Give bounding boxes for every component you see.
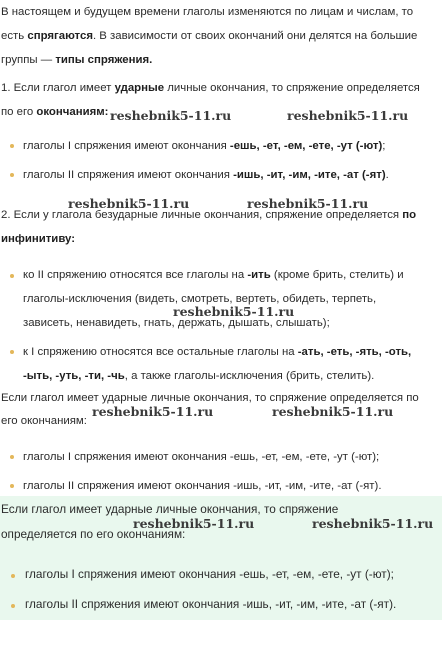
- intro-line-1: В настоящем и будущем времени глаголы изменяются по лицам и числам, то: [1, 6, 414, 18]
- term-conjugation-types: типы спряжения.: [55, 54, 153, 66]
- list-item: глаголы II спряжения имеют окончания -ишь, -ит, -им, -ите, -ат (-ят).: [25, 597, 397, 611]
- list-item-line: глаголы-исключения (видеть, смотреть, вертеть, обидеть, терпеть,: [23, 293, 377, 305]
- text: .: [385, 169, 389, 181]
- text: 2. Если у глагола безударные личные окончания, спряжение определяется: [1, 209, 403, 221]
- endings-bold: -ыть, -уть, -ти, -чь: [23, 370, 125, 382]
- list-item-line: [23, 369, 374, 383]
- watermark: reshebnik5-11.ru: [247, 196, 369, 211]
- watermark: reshebnik5-11.ru: [92, 404, 214, 419]
- rule-1-line-1: [1, 81, 420, 95]
- intro-line-2: [1, 29, 417, 43]
- rule-1-line-2: [1, 105, 108, 119]
- list-item: [23, 168, 389, 182]
- watermark: reshebnik5-11.ru: [312, 516, 434, 531]
- watermark: reshebnik5-11.ru: [110, 108, 232, 123]
- text: глаголы II спряжения имеют окончания: [23, 169, 234, 181]
- list-item: глаголы II спряжения имеют окончания -ишь, -ит, -им, -ите, -ат (-ят).: [23, 480, 382, 492]
- list-item: глаголы I спряжения имеют окончания -ешь, -ет, -ем, -ете, -ут (-ют);: [23, 451, 380, 463]
- term-stressed: ударные: [114, 82, 165, 94]
- text: к I спряжению относятся все остальные глаголы на: [23, 346, 298, 358]
- highlight-box: [0, 496, 442, 620]
- endings-bold: -ешь, -ет, -ем, -ете, -ут (-ют): [229, 140, 383, 152]
- endings-bold: -ать, -еть, -ять, -оть,: [297, 346, 412, 358]
- text: ;: [382, 140, 386, 152]
- bullet-icon: [10, 455, 14, 459]
- bullet-icon: [11, 574, 15, 578]
- highlight-line-1: Если глагол имеет ударные личные окончания, то спряжение: [1, 502, 339, 516]
- watermark: reshebnik5-11.ru: [173, 304, 295, 319]
- bullet-icon: [10, 144, 14, 148]
- watermark: reshebnik5-11.ru: [68, 196, 190, 211]
- list-item: глаголы I спряжения имеют окончания -ешь, -ет, -ем, -ете, -ут (-ют);: [25, 567, 394, 581]
- text: глаголы I спряжения имеют окончания: [23, 140, 230, 152]
- watermark: reshebnik5-11.ru: [272, 404, 394, 419]
- bullet-icon: [10, 274, 14, 278]
- text: ко II спряжению относятся все глаголы на: [23, 269, 248, 281]
- text: есть: [1, 30, 28, 42]
- endings-bold: -ишь, -ит, -им, -ите, -ат (-ят): [233, 169, 386, 181]
- bullet-icon: [11, 604, 15, 608]
- repeat-line-2: его окончаниям:: [1, 415, 87, 427]
- term-conjugate: спрягаются: [27, 30, 93, 42]
- term-infinitive: инфинитиву:: [1, 233, 76, 245]
- bullet-icon: [10, 484, 14, 488]
- term-by: по: [402, 209, 417, 221]
- text: , а также глаголы-исключения (брить, стелить).: [124, 370, 375, 382]
- list-item-line: [23, 345, 411, 359]
- text: . В зависимости от своих окончаний они делятся на большие: [92, 30, 418, 42]
- watermark: reshebnik5-11.ru: [287, 108, 409, 123]
- text: личные окончания, то спряжение определяется: [164, 82, 420, 94]
- highlight-line-2: определяется по его окончаниям:: [1, 527, 186, 541]
- bullet-icon: [10, 173, 14, 177]
- term-endings: окончаниям:: [36, 106, 109, 118]
- text: группы —: [1, 54, 56, 66]
- bullet-icon: [10, 350, 14, 354]
- list-item-line: зависеть, ненавидеть, гнать, держать, дышать, слышать);: [23, 317, 330, 329]
- list-item: [23, 139, 385, 153]
- intro-line-3: [1, 53, 152, 67]
- list-item-line: [23, 268, 404, 282]
- ending-it: -ить: [247, 269, 271, 281]
- watermark: reshebnik5-11.ru: [133, 516, 255, 531]
- text: по его: [1, 106, 37, 118]
- text: (кроме брить, стелить) и: [270, 269, 404, 281]
- repeat-line-1: Если глагол имеет ударные личные окончания, то спряжение определяется по: [1, 392, 419, 404]
- text: 1. Если глагол имеет: [1, 82, 115, 94]
